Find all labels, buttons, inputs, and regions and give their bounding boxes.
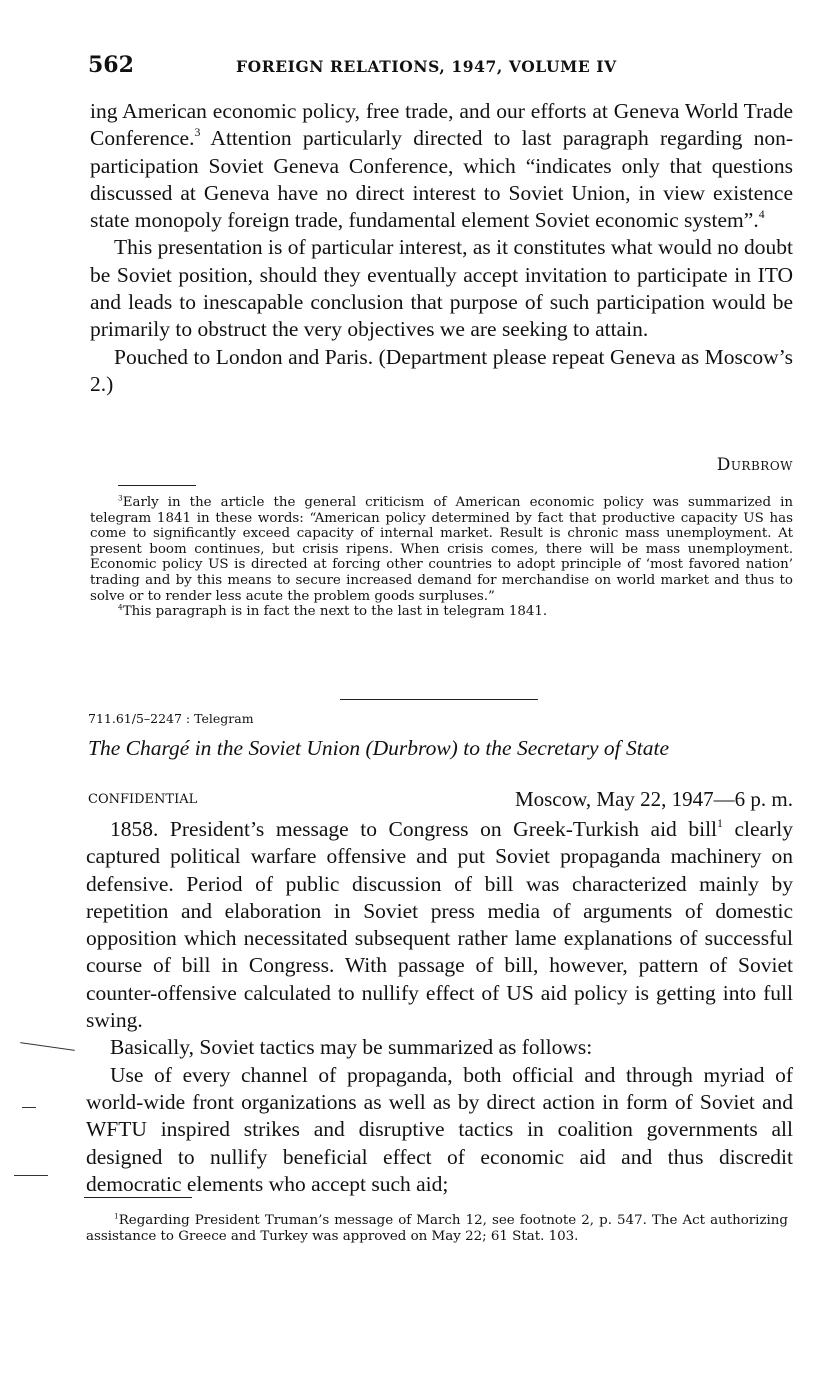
footnote-ref-1: 1 [717,816,723,831]
signature: Durbrow [716,455,793,475]
file-number: 711.61/5–2247 : Telegram [88,711,254,726]
page-number: 562 [88,52,134,78]
margin-mark [22,1107,36,1108]
paragraph: Pouched to London and Paris. (Department please repeat Geneva as Moscow’s 2.) [90,344,793,396]
footnote-ref-4: 4 [758,207,765,222]
paragraph: 1858. President’s message to Congress on Greek-Turkish aid bill$^1$ clearly captured political warfare offensive and put Soviet propaganda machinery on defensive. Period of public discussion of bill was characterized mainly by repetition and elaboration in Soviet press media of arguments of domestic opposition which necessitated subsequent rather lame explanations of successful course of bill in Congress. With passage of bill, however, pattern of Soviet counter-offensive calculated to nullify effect of US aid policy is getting into full swing. [86,816,793,1033]
continued-paragraph: ing American economic policy, free trade, and our efforts at Geneva World Trade Conference.$^3$ Attention particularly directed to last paragraph regarding non-participation Soviet Geneva Conference, which “indicates only that questions discussed at Geneva have no direct interest to Soviet Union, in view existence state monopoly foreign trade, fundamental element Soviet economic system”.$^4$ [90,99,793,233]
footnote-4: $^4$This paragraph is in fact the next to the last in telegram 1841. [118,602,548,620]
footnote-ref-3: 3 [194,125,201,140]
paragraph: This presentation is of particular interest, as it constitutes what would no doubt be Soviet position, should they eventually accept invitation to participate in ITO and leads to inescapable conclusion that purpose of such participation would be primarily to obstruct the very objectives we are seeking to attain. [90,235,793,342]
footnote-rule [84,1197,192,1198]
footnote-rule [118,485,196,486]
footnotes-top [90,495,793,620]
footnote-3: $^3$Early in the article the general criticism of American economic policy was summarized in telegram 1841 in these words: “American policy determined by fact that productive capacity US has come to significantly exceed capacity of internal market. Result is chronic mass unemployment. At present boom continues, but crisis ripens. When crisis comes, there will be mass unemployment. Economic policy US is directed at forcing other countries to adopt principle of ‘most favored nation’ trading and by this means to secure increased demand for merchandise on world market and thus to solve or to render less acute the problem goods surpluses.” [90,493,793,604]
telegram-body [86,816,793,1198]
paragraph: Use of every channel of propaganda, both official and through myriad of world-wide front organizations as well as by direct action in form of Soviet and WFTU inspired strikes and disruptive tactics in coalition governments all designed to nullify beneficial effect of economic aid and thus discredit democratic elements who accept such aid; [86,1062,793,1196]
running-title: FOREIGN RELATIONS, 1947, VOLUME IV [236,57,617,76]
dateline: Moscow, May 22, 1947—6 p. m. [514,787,793,811]
paragraph: Basically, Soviet tactics may be summarized as follows: [110,1035,593,1060]
margin-mark [20,1042,75,1051]
top-text [90,98,793,398]
document-heading: The Chargé in the Soviet Union (Durbrow) to the Secretary of State [88,736,670,760]
section-rule [340,699,538,700]
footnotes-bottom [86,1213,788,1244]
footnote-1: $^1$Regarding President Truman’s message of March 12, see footnote 2, p. 547. The Act authorizing assistance to Greece and Turkey was approved on May 22; 61 Stat. 103. [86,1211,788,1244]
margin-mark [14,1175,48,1176]
classification: CONFIDENTIAL [88,792,198,807]
